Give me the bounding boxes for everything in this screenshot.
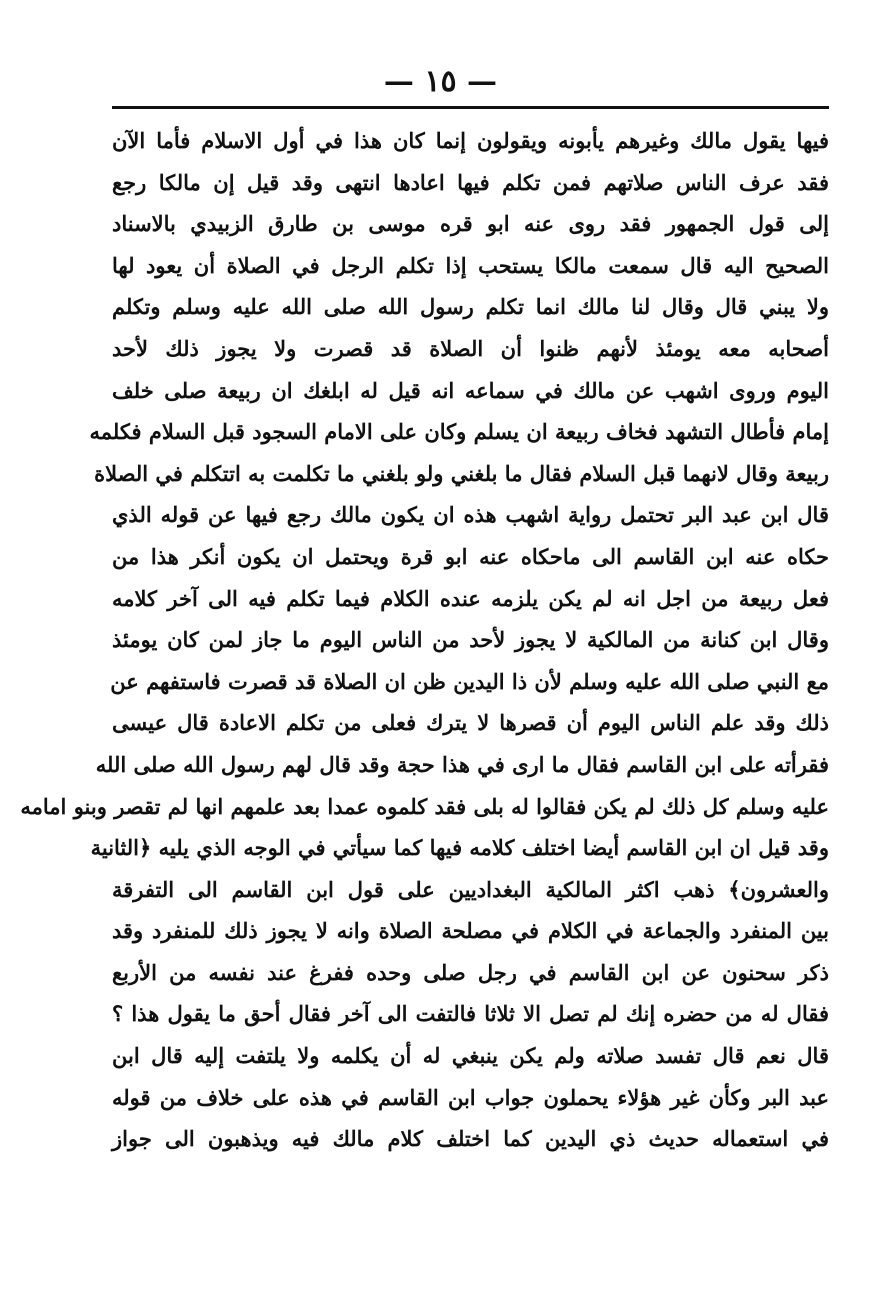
text-line: بين المنفرد والجماعة في الكلام في مصلحة الصلاة وانه لا يجوز ذلك للمنفرد وقد (112, 918, 829, 944)
text-line: إلى قول الجمهور فقد روى عنه ابو قره موسى بن طارق الزبيدي بالاسناد (112, 211, 829, 237)
text-line: ولا يبني قال وقال لنا مالك انما تكلم رسول الله صلى الله عليه وسلم وتكلم (112, 294, 829, 320)
text-line: حكاه عنه ابن القاسم الى ماحكاه عنه ابو قرة ويحتمل ان يكون أنكر هذا من (112, 543, 829, 569)
text-line: قال نعم قال تفسد صلاته ولم يكن ينبغي له أن يكلمه ولا يلتفت إليه قال ابن (112, 1043, 829, 1069)
text-line: ذلك وقد علم الناس اليوم أن قصرها لا يترك فعلى من تكلم الاعادة قال عيسى (112, 710, 829, 736)
header-rule (112, 106, 829, 109)
body-text (20, 120, 829, 1160)
text-line: فيها يقول مالك وغيرهم يأبونه ويقولون إنما كان هذا في أول الاسلام فأما الآن (112, 128, 829, 153)
text-line: ربيعة وقال لانهما قبل السلام فقال ما بلغني ولو بلغني ما تكلمت به اتتكلم في الصلاة (94, 460, 829, 486)
text-line: الصحيح اليه قال سمعت مالكا يستحب إذا تكلم الرجل في الصلاة أن يعود لها (112, 252, 829, 278)
text-line: فعل ربيعة من اجل انه لم يكن يلزمه عنده الكلام فيما تكلم فيه الى آخر كلامه (112, 585, 829, 611)
text-line: مع النبي صلى الله عليه وسلم لأن ذا اليدين ظن ان الصلاة قد قصرت فاستفهم عن (110, 668, 829, 694)
text-line: عبد البر وكأن غير هؤلاء يحملون جواب ابن القاسم في هذه على خلاف من قوله (112, 1084, 829, 1110)
text-line: ذكر سحنون عن ابن القاسم في رجل صلى وحده ففرغ عند نفسه من الأربع (112, 959, 829, 985)
page-number: — ١٥ — (383, 64, 498, 99)
text-line: فقد عرف الناس صلاتهم فمن تكلم فيها اعادها انتهى وقد قيل إن مالكا رجع (112, 169, 829, 195)
text-line: عليه وسلم كل ذلك لم يكن فقالوا له بلى فقد كلموه عمدا بعد علمهم انها لم تقصر وبنو امامه (20, 793, 829, 819)
text-line: اليوم وروى اشهب عن مالك في سماعه انه قيل له ابلغك ان ربيعة صلى خلف (112, 377, 829, 403)
text-line: فقرأته على ابن القاسم فقال ما ارى في هذا حجة وقد قال لهم رسول الله صلى الله (95, 751, 829, 777)
text-line: في استعماله حديث ذي اليدين كما اختلف كلام مالك فيه ويذهبون الى جواز (112, 1126, 829, 1152)
text-line: وقال ابن كنانة من المالكية لا يجوز لأحد من الناس اليوم ما جاز لمن كان يومئذ (112, 627, 829, 653)
text-line: أصحابه معه يومئذ لأنهم ظنوا أن الصلاة قد قصرت ولا يجوز ذلك لأحد (112, 335, 829, 361)
text-line: فقال له من حضره إنك لم تصل الا ثلاثا فالتفت الى آخر فقال أحق ما يقول هذا ؟ (112, 1001, 829, 1027)
text-line: وقد قيل ان ابن القاسم أيضا اختلف كلامه فيها كما سيأتي في الوجه الذي يليه ﴿الثانية (90, 835, 829, 861)
text-line: إمام فأطال التشهد فخاف ربيعة ان يسلم وكان على الامام السجود قبل السلام فكلمه (89, 419, 829, 445)
text-line: والعشرون﴾ ذهب اكثر المالكية البغداديين على قول ابن القاسم الى التفرقة (112, 876, 829, 902)
text-line: قال ابن عبد البر تحتمل رواية اشهب هذه ان يكون مالك رجع فيها عن قوله الذي (112, 502, 829, 528)
